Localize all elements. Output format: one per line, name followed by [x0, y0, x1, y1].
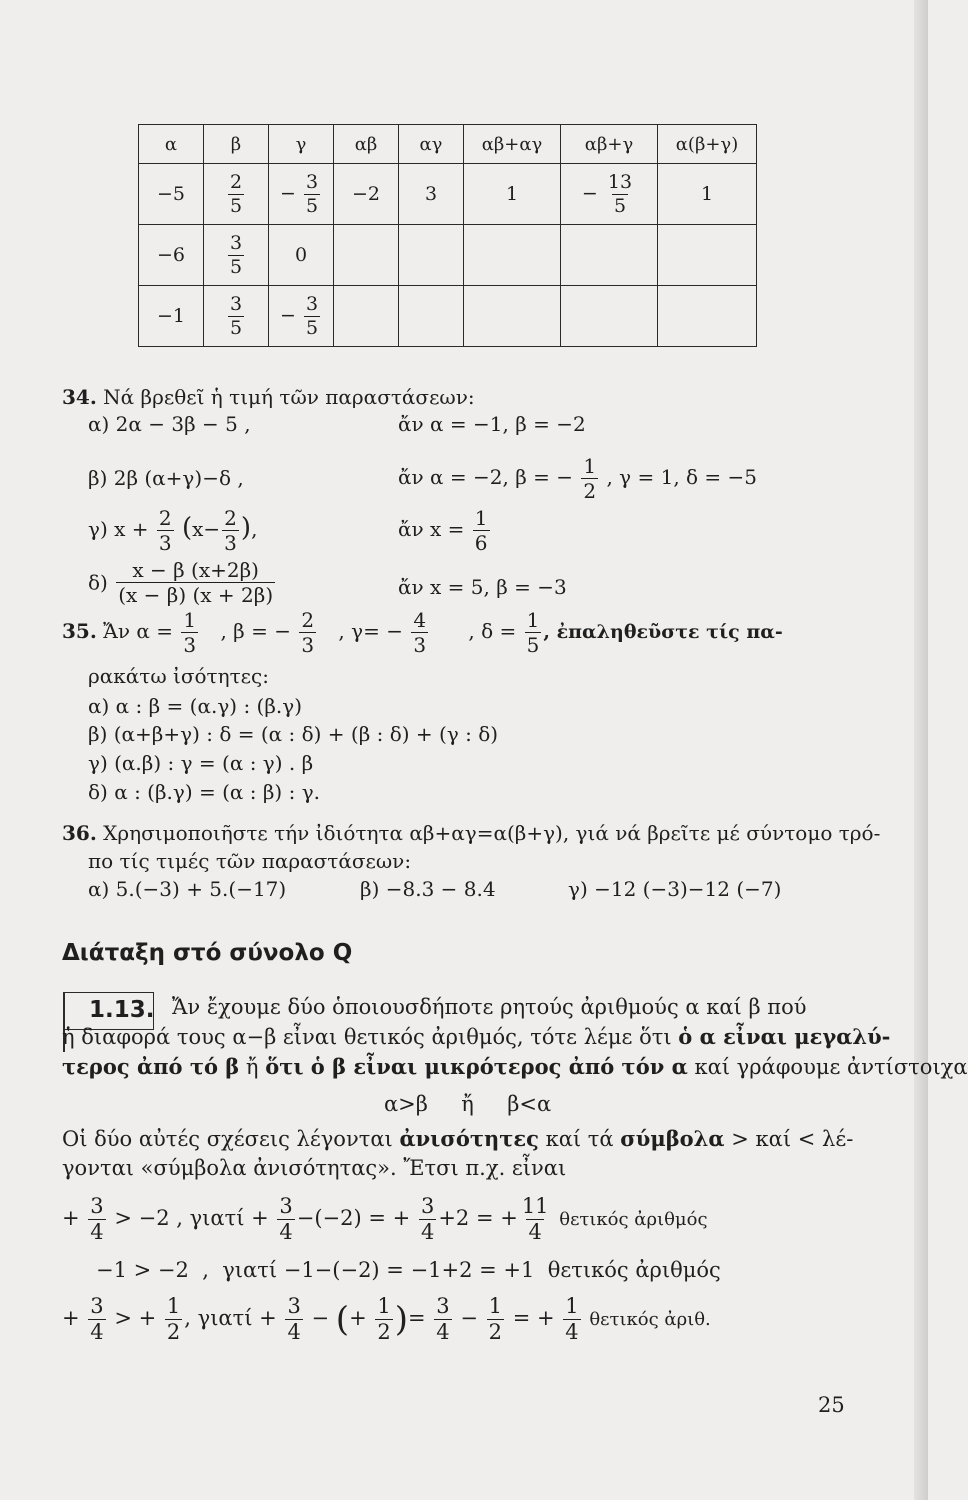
- paragraph-line: γονται «σύμβολα ἀνισότητας». Ἔτσι π.χ. εἶναι: [62, 1156, 567, 1180]
- exercise-34-d-condition: ἄν x = 5, β = −3: [398, 575, 567, 599]
- table-cell: 1: [658, 164, 757, 225]
- inequality-display: α>β ἤ β<α: [384, 1092, 552, 1116]
- table-header: αβ: [334, 125, 399, 164]
- table-cell: [658, 225, 757, 286]
- table-header: αγ: [399, 125, 464, 164]
- table-cell: [399, 286, 464, 347]
- paragraph-line: ἡ διαφορά τους α−β εἶναι θετικός ἀριθμός, τότε λέμε ὅτι ὁ α εἶναι μεγαλύ-: [62, 1024, 891, 1049]
- table-header: α(β+γ): [658, 125, 757, 164]
- exercise-35-item: δ) α : (β.γ) = (α : β) : γ.: [88, 780, 321, 804]
- table-header: β: [204, 125, 269, 164]
- paragraph-line: Οἱ δύο αὐτές σχέσεις λέγονται ἀνισότητες καί τά σύμβολα > καί < λέ-: [62, 1126, 854, 1151]
- exercise-number: 35.: [62, 619, 97, 643]
- table-cell: − $\frac{3}{5}$: [269, 164, 334, 225]
- table-header: α: [139, 125, 204, 164]
- table-cell: [334, 286, 399, 347]
- table-cell: [399, 225, 464, 286]
- table-cell: [561, 286, 658, 347]
- page-edge: [914, 0, 928, 1500]
- exercise-34-a-condition: ἄν α = −1, β = −2: [398, 412, 586, 436]
- exercise-34-intro: 34. Νά βρεθεῖ ἡ τιμή τῶν παραστάσεων:: [62, 385, 475, 409]
- exercise-35-item: β) (α+β+γ) : δ = (α : δ) + (β : δ) + (γ : δ): [88, 722, 499, 746]
- table-cell: $\frac{3}{5}$: [204, 286, 269, 347]
- table-cell: − $\frac{13}{5}$: [561, 164, 658, 225]
- table-cell: − $\frac{3}{5}$: [269, 286, 334, 347]
- exercise-34-b: β) 2β (α+γ)−δ ,: [88, 466, 244, 490]
- exercise-number: 34.: [62, 385, 97, 409]
- table-header-row: [139, 125, 757, 164]
- table-cell: 3: [399, 164, 464, 225]
- example-3: + $\frac{3}{4}$ > + $\frac{1}{2}$ , γιατί + $\frac{3}{4}$ − (+ $\frac{1}{2}$ )= $\frac{3}{4}$ − $\frac{1}{2}$ = + $\frac{1}{4}$ θετικός ἀριθ.: [62, 1294, 711, 1344]
- table-header: γ: [269, 125, 334, 164]
- exercise-36-c: γ) −12 (−3)−12 (−7): [568, 877, 782, 901]
- exercise-34-c: γ) x + $\frac{2}{3}$ (x− $\frac{2}{3}$ ),: [88, 506, 258, 555]
- table-cell: −2: [334, 164, 399, 225]
- table-row: [139, 286, 757, 347]
- exercise-34-c-condition: ἄν x = $\frac{1}{6}$: [398, 506, 488, 555]
- table-cell: [334, 225, 399, 286]
- table-row: [139, 164, 757, 225]
- example-1: + $\frac{3}{4}$ > −2 , γιατί + $\frac{3}{4}$ −(−2) = + $\frac{3}{4}$ +2 = + $\frac{11}{4}$ θετικός ἀριθμός: [62, 1194, 708, 1244]
- values-table: [138, 124, 757, 347]
- table-cell: [464, 286, 561, 347]
- exercise-36-line2: πο τίς τιμές τῶν παραστάσεων:: [88, 849, 412, 873]
- table-cell: −6: [139, 225, 204, 286]
- paragraph-line: τερος ἀπό τό β ἤ ὅτι ὁ β εἶναι μικρότερος ἀπό τόν α καί γράφουμε ἀντίστοιχα: [62, 1054, 968, 1079]
- page-number: 25: [818, 1393, 845, 1417]
- exercise-36-a: α) 5.(−3) + 5.(−17): [88, 877, 287, 901]
- table-cell: [464, 225, 561, 286]
- exercise-36-line1: 36. Χρησιμοποιῆστε τήν ἰδιότητα αβ+αγ=α(β+γ), γιά νά βρεῖτε μέ σύντομο τρό-: [62, 821, 881, 845]
- exercise-36-b: β) −8.3 − 8.4: [360, 877, 496, 901]
- table-header: αβ+γ: [561, 125, 658, 164]
- section-number: 1.13.: [89, 997, 155, 1023]
- table-cell: [561, 225, 658, 286]
- exercise-34-a: α) 2α − 3β − 5 ,: [88, 412, 251, 436]
- table-cell: $\frac{2}{5}$: [204, 164, 269, 225]
- table-cell: −5: [139, 164, 204, 225]
- table-row: [139, 225, 757, 286]
- exercise-34-d: δ) $\frac{x - \beta (x+2\beta)}{(x - \beta) (x + 2\beta)}$: [88, 558, 274, 607]
- paragraph-line: Ἄν ἔχουμε δύο ὁποιουσδήποτε ρητούς ἀριθμούς α καί β πού: [172, 995, 807, 1019]
- table-cell: $\frac{3}{5}$: [204, 225, 269, 286]
- section-heading: Διάταξη στό σύνολο Q: [62, 940, 353, 966]
- exercise-35-continuation: ρακάτω ἰσότητες:: [88, 664, 269, 688]
- exercise-35-intro: 35. Ἄν α = $\frac{1}{3}$ , β = − $\frac{2}{3}$ , γ= − $\frac{4}{3}$ , δ = $\frac{1}{5}$ , ἐπαληθεῦστε τίς πα-: [62, 608, 783, 657]
- table-cell: 0: [269, 225, 334, 286]
- table-cell: −1: [139, 286, 204, 347]
- example-2: −1 > −2 , γιατί −1−(−2) = −1+2 = +1 θετικός ἀριθμός: [96, 1258, 721, 1282]
- exercise-35-item: γ) (α.β) : γ = (α : γ) . β: [88, 751, 314, 775]
- table-cell: 1: [464, 164, 561, 225]
- table-header: αβ+αγ: [464, 125, 561, 164]
- exercise-35-item: α) α : β = (α.γ) : (β.γ): [88, 694, 303, 718]
- exercise-number: 36.: [62, 821, 97, 845]
- exercise-34-b-condition: ἄν α = −2, β = − $\frac{1}{2}$ , γ = 1, δ = −5: [398, 454, 758, 503]
- table-cell: [658, 286, 757, 347]
